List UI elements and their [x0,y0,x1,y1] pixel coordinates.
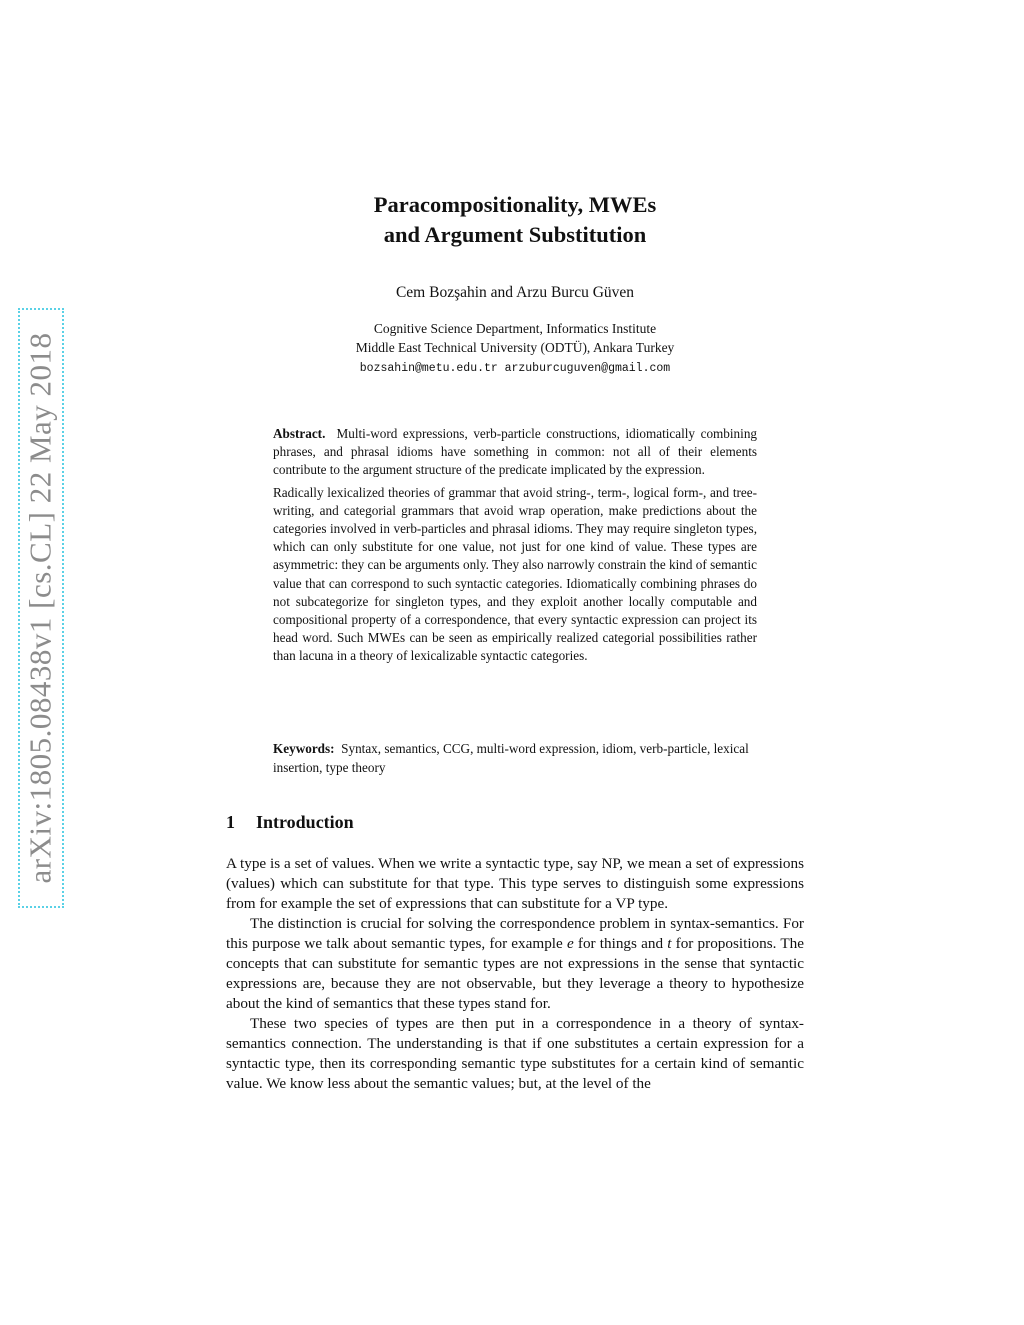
abstract-paragraph-1 [273,425,757,480]
abstract-paragraph-2: Radically lexicalized theories of grammar that avoid string-, term-, logical form-, and tree-writing, and categorial grammars that avoid wrap operation, make predictions about the categories involved in verb-particles and phrasal idioms. They may require singleton types, which can only substitute for one value, not just for one kind of value. These types are asymmetric: they can be arguments only. They also narrowly constrain the kind of semantic value that can correspond to such syntactic categories. Idiomatically combining phrases do not subcategorize for singleton types, and they exploit another locally computable and compositional property of a correspondence, that every syntactic expression can project its head word. Such MWEs can be seen as empirically realized categorial possibilities rather than lacuna in a theory of lexicalizable syntactic categories. [273,484,757,664]
body-paragraph-2 [226,914,804,1014]
type-e-italic: e [566,935,574,952]
arxiv-identifier-stamp [18,308,64,908]
abstract-text-1: Multi-word expressions, verb-particle constructions, idiomatically combining phrases, and phrasal idioms have something in common: not all of their elements contribute to the argument structure of the predicate implicated by the expression. [273,426,758,478]
section-number: 1 [226,812,235,832]
body-paragraph-2-part-b: for things and [573,935,668,952]
affiliation-line-1: Cognitive Science Department, Informatics Institute [373,321,657,336]
author-affiliation [226,319,804,378]
abstract [273,425,757,670]
arxiv-identifier-text: arXiv:1805.08438v1 [cs.CL] 22 May 2018 [23,332,59,884]
title-line-2: and Argument Substitution [383,222,647,247]
body-text [226,854,804,1094]
keywords [273,740,773,777]
section-title: Introduction [256,812,354,832]
keywords-label: Keywords: [273,741,335,756]
type-t-italic: t [667,935,672,952]
body-paragraph-2-part-c: for propositions. The concepts that can substitute for semantic types are not expressions in the sense that syntactic expressions are, because they are not observable, but they leverage a theory to hypothesize about the kind of semantics that these types stand for. [226,935,804,1012]
email-2: arzuburcuguven@gmail.com [504,362,671,375]
body-paragraph-1: A type is a set of values. When we write a syntactic type, say NP, we mean a set of expressions (values) which can substitute for that type. This type serves to distinguish some expressions from for example the set of expressions that can substitute for a VP type. [226,855,804,912]
keywords-text: Syntax, semantics, CCG, multi-word expression, idiom, verb-particle, lexical insertion, type theory [273,741,749,775]
body-paragraph-2-part-a: The distinction is crucial for solving the correspondence problem in syntax-semantics. For this purpose we talk about semantic types, for example [226,915,804,952]
affiliation-line-2: Middle East Technical University (ODTÜ), Ankara Turkey [355,340,675,355]
paper-title [226,190,804,250]
body-paragraph-3: These two species of types are then put in a correspondence in a theory of syntax-semantics connection. The understanding is that if one substitutes a certain expression for a syntactic type, then its corresponding semantic type substitutes for a certain kind of semantic value. We know less about the semantic values; but, at the level of the [226,1015,804,1092]
section-heading [226,812,354,833]
title-line-1: Paracompositionality, MWEs [373,192,657,217]
paper-authors: Cem Bozşahin and Arzu Burcu Güven [395,284,635,301]
author-emails [226,357,804,378]
email-1: bozsahin@metu.edu.tr [359,362,498,375]
abstract-label: Abstract. [273,426,326,441]
